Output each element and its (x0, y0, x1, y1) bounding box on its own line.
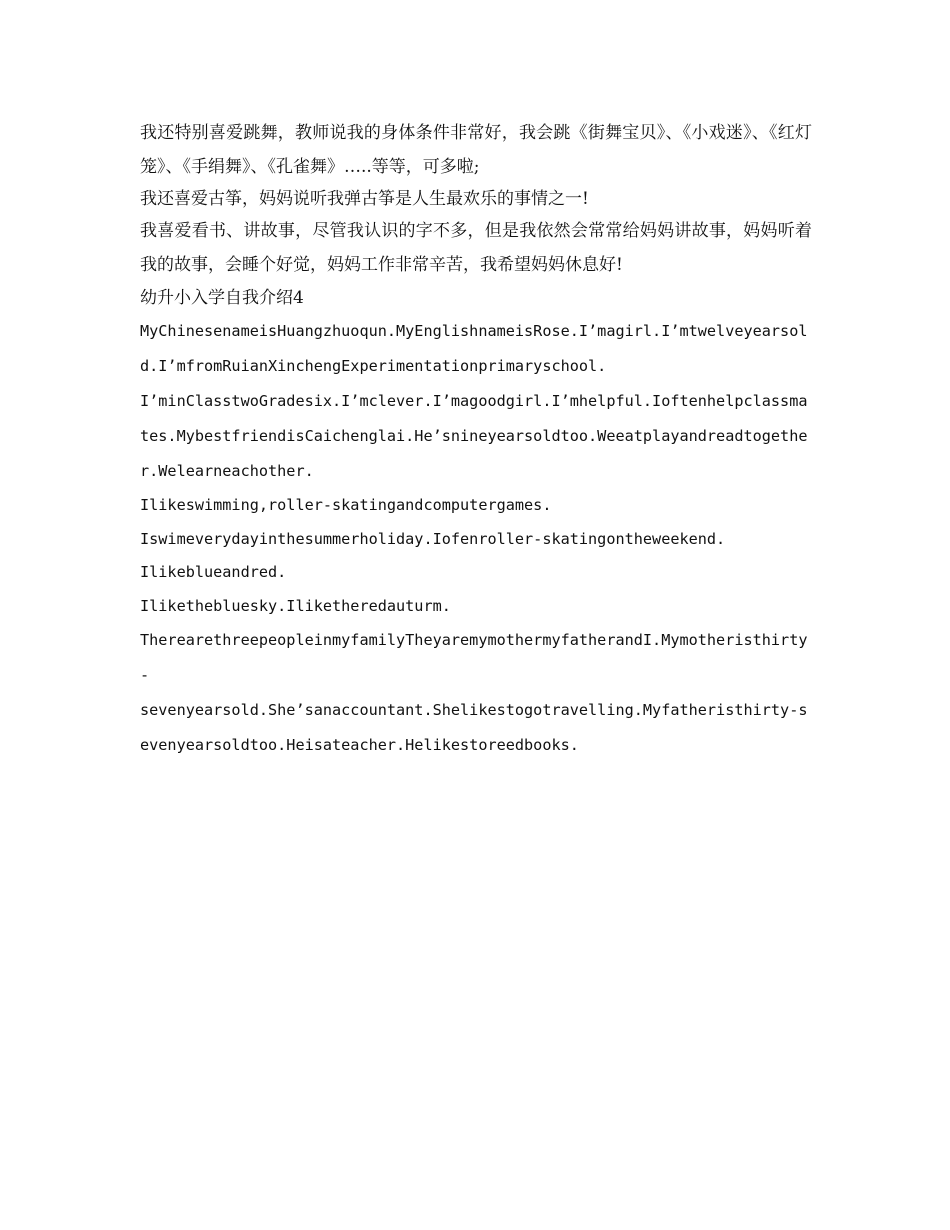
section-heading: 幼升小入学自我介绍4 (140, 288, 304, 308)
paragraph-en-parents: sevenyearsold.She’sanaccountant.Shelikestogotravelling.Myfatheristhirty-sevenyearsoldtoo.Heisateacher.Helikestoreedbooks. (140, 701, 808, 754)
paragraph-en-hobbies: Ilikeswimming,roller-skatingandcomputergames. (140, 496, 552, 514)
paragraph-en-swim: Iswimeverydayinthesummerholiday.Iofenroller-skatingontheweekend. (140, 529, 726, 548)
paragraph-en-class: I’minClasstwoGradesix.I’mclever.I’magoodgirl.I’mhelpful.Ioftenhelpclassmates.MybestfriendisCaichenglai.He’snineyearsoldtoo.Weeatplayandreadtogether.Welearneachother. (140, 392, 808, 480)
paragraph-en-intro: MyChinesenameisHuangzhuoqun.MyEnglishnameisRose.I’magirl.I’mtwelveyearsold.I’mfromRuianXinchengExperimentationprimaryschool. (140, 322, 808, 375)
paragraph-en-sky: Ilikethebluesky.Iliketheredauturm. (140, 596, 451, 615)
paragraph-en-colors: Ilikeblueandred. (140, 563, 287, 581)
paragraph-dancing: 我还特别喜爱跳舞，教师说我的身体条件非常好，我会跳《街舞宝贝》、《小戏迷》、《红灯笼》、《手绢舞》、《孔雀舞》…..等等，可多啦; (140, 123, 812, 177)
paragraph-en-family: TherearethreepeopleinmyfamilyTheyaremymothermyfatherandI.Mymotheristhirty- (140, 631, 808, 684)
paragraph-stories: 我喜爱看书、讲故事，尽管我认识的字不多，但是我依然会常常给妈妈讲故事，妈妈听着我的故事，会睡个好觉，妈妈工作非常辛苦，我希望妈妈休息好! (140, 221, 812, 275)
paragraph-guzheng: 我还喜爱古筝，妈妈说听我弹古筝是人生最欢乐的事情之一! (140, 189, 589, 209)
document-body (140, 116, 812, 763)
